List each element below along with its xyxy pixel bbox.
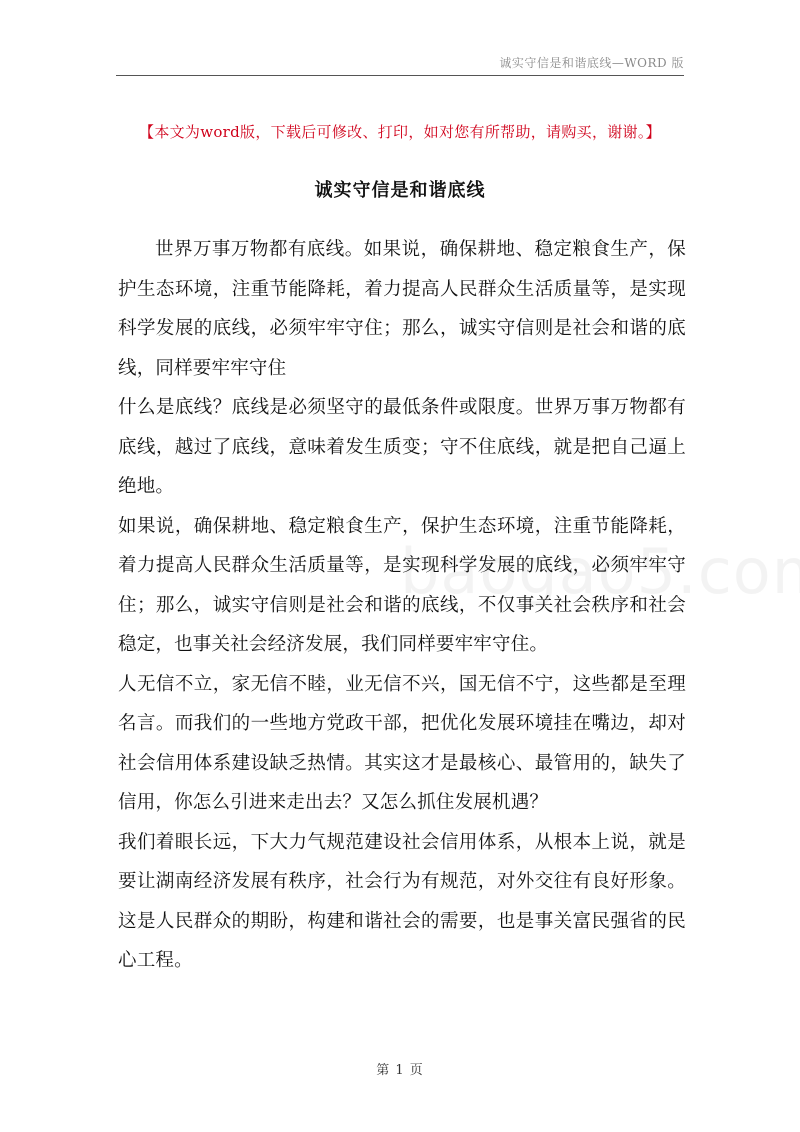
document-body [118, 230, 686, 981]
page-header-title: 诚实守信是和谐底线—WORD 版 [499, 56, 684, 70]
header-divider [116, 75, 684, 76]
page-number: 第 1 页 [376, 1063, 424, 1078]
paragraph-1: 世界万事万物都有底线。如果说，确保耕地、稳定粮食生产，保护生态环境，注重节能降耗，着力提高人民群众生活质量等，是实现科学发展的底线，必须牢牢守住；那么，诚实守信则是社会和谐的底线，同样要牢牢守住 [118, 239, 686, 379]
paragraph-2: 什么是底线？底线是必须坚守的最低条件或限度。世界万事万物都有底线，越过了底线，意味着发生质变；守不住底线，就是把自己逼上绝地。 [118, 397, 686, 497]
document-title: 诚实守信是和谐底线 [314, 180, 486, 201]
paragraph-4: 人无信不立，家无信不睦，业无信不兴，国无信不宁，这些都是至理名言。而我们的一些地方党政干部，把优化发展环境挂在嘴边，却对社会信用体系建设缺乏热情。其实这才是最核心、最管用的，缺失了信用，你怎么引进来走出去？又怎么抓住发展机遇？ [118, 673, 686, 813]
paragraph-3: 如果说，确保耕地、稳定粮食生产，保护生态环境，注重节能降耗，着力提高人民群众生活质量等，是实现科学发展的底线，必须牢牢守住；那么，诚实守信则是社会和谐的底线，不仅事关社会秩序和社会稳定，也事关社会经济发展，我们同样要牢牢守住。 [118, 515, 686, 655]
paragraph-5: 我们着眼长远，下大力气规范建设社会信用体系，从根本上说，就是要让湖南经济发展有秩序，社会行为有规范，对外交往有良好形象。这是人民群众的期盼，构建和谐社会的需要，也是事关富民强省的民心工程。 [118, 831, 686, 971]
download-notice: 【本文为word版，下载后可修改、打印，如对您有所帮助，请购买，谢谢。】 [139, 123, 661, 141]
